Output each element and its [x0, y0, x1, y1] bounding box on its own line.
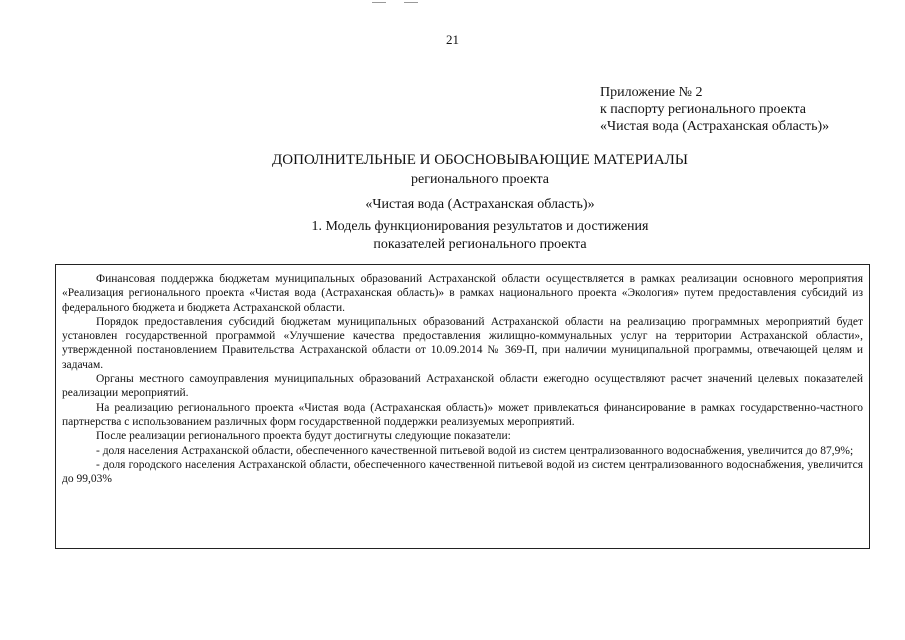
appendix-block	[600, 84, 829, 135]
paragraph-indicator-urban-population: - доля городского населения Астраханской области, обеспеченного качественной питьевой водой из систем централизованного водоснабжения, увеличится до 99,03%	[62, 458, 863, 486]
content-box	[55, 264, 870, 549]
paragraph-financial-support: Финансовая поддержка бюджетам муниципальных образований Астраханской области осуществляется в рамках реализации основного мероприятия «Реализация регионального проекта «Чистая вода (Астраханская область)» в рамках национального проекта «Экология» путем предоставления субсидий из федерального бюджета и бюджета Астраханской области.	[62, 273, 863, 314]
page-number: 21	[446, 32, 459, 47]
paragraph-public-private-partnership: На реализацию регионального проекта «Чистая вода (Астраханская область)» может привлекаться финансирование в рамках государственно-частного партнерства с использованием различных форм государственной поддержки реализуемых мероприятий.	[62, 401, 863, 428]
document-title: ДОПОЛНИТЕЛЬНЫЕ И ОБОСНОВЫВАЮЩИЕ МАТЕРИАЛЫ	[272, 152, 688, 168]
paragraph-indicator-population: - доля населения Астраханской области, обеспеченного качественной питьевой водой из систем централизованного водоснабжения, увеличится до 87,9%;	[96, 444, 854, 457]
project-name: «Чистая вода (Астраханская область)»	[365, 197, 595, 212]
paragraph-local-government: Органы местного самоуправления муниципальных образований Астраханской области ежегодно осуществляют расчет значений целевых показателей реализации мероприятий.	[62, 373, 863, 400]
document-subtitle: регионального проекта	[410, 172, 550, 187]
appendix-reference: к паспорту регионального проекта	[600, 102, 806, 117]
section-heading-line1: 1. Модель функционирования результатов и достижения	[311, 219, 649, 234]
appendix-project-name: «Чистая вода (Астраханская область)»	[600, 119, 830, 134]
paragraph-subsidy-procedure: Порядок предоставления субсидий бюджетам муниципальных образований Астраханской области на реализацию программных мероприятий будет установлен государственной программой «Улучшение качества предоставления жилищно-коммунальных услуг на территории Астраханской области», утвержденной постановлением Правительства Астраханской области от 10.09.2014 № 369-П, при наличии муниципальной программы, отвечающей целям и задачам.	[62, 315, 863, 371]
section-heading-line2: показателей регионального проекта	[373, 237, 587, 252]
appendix-title: Приложение № 2	[600, 85, 703, 100]
top-scan-marks	[372, 2, 418, 4]
paragraph-indicators-intro: После реализации регионального проекта будут достигнуты следующие показатели:	[96, 430, 511, 443]
